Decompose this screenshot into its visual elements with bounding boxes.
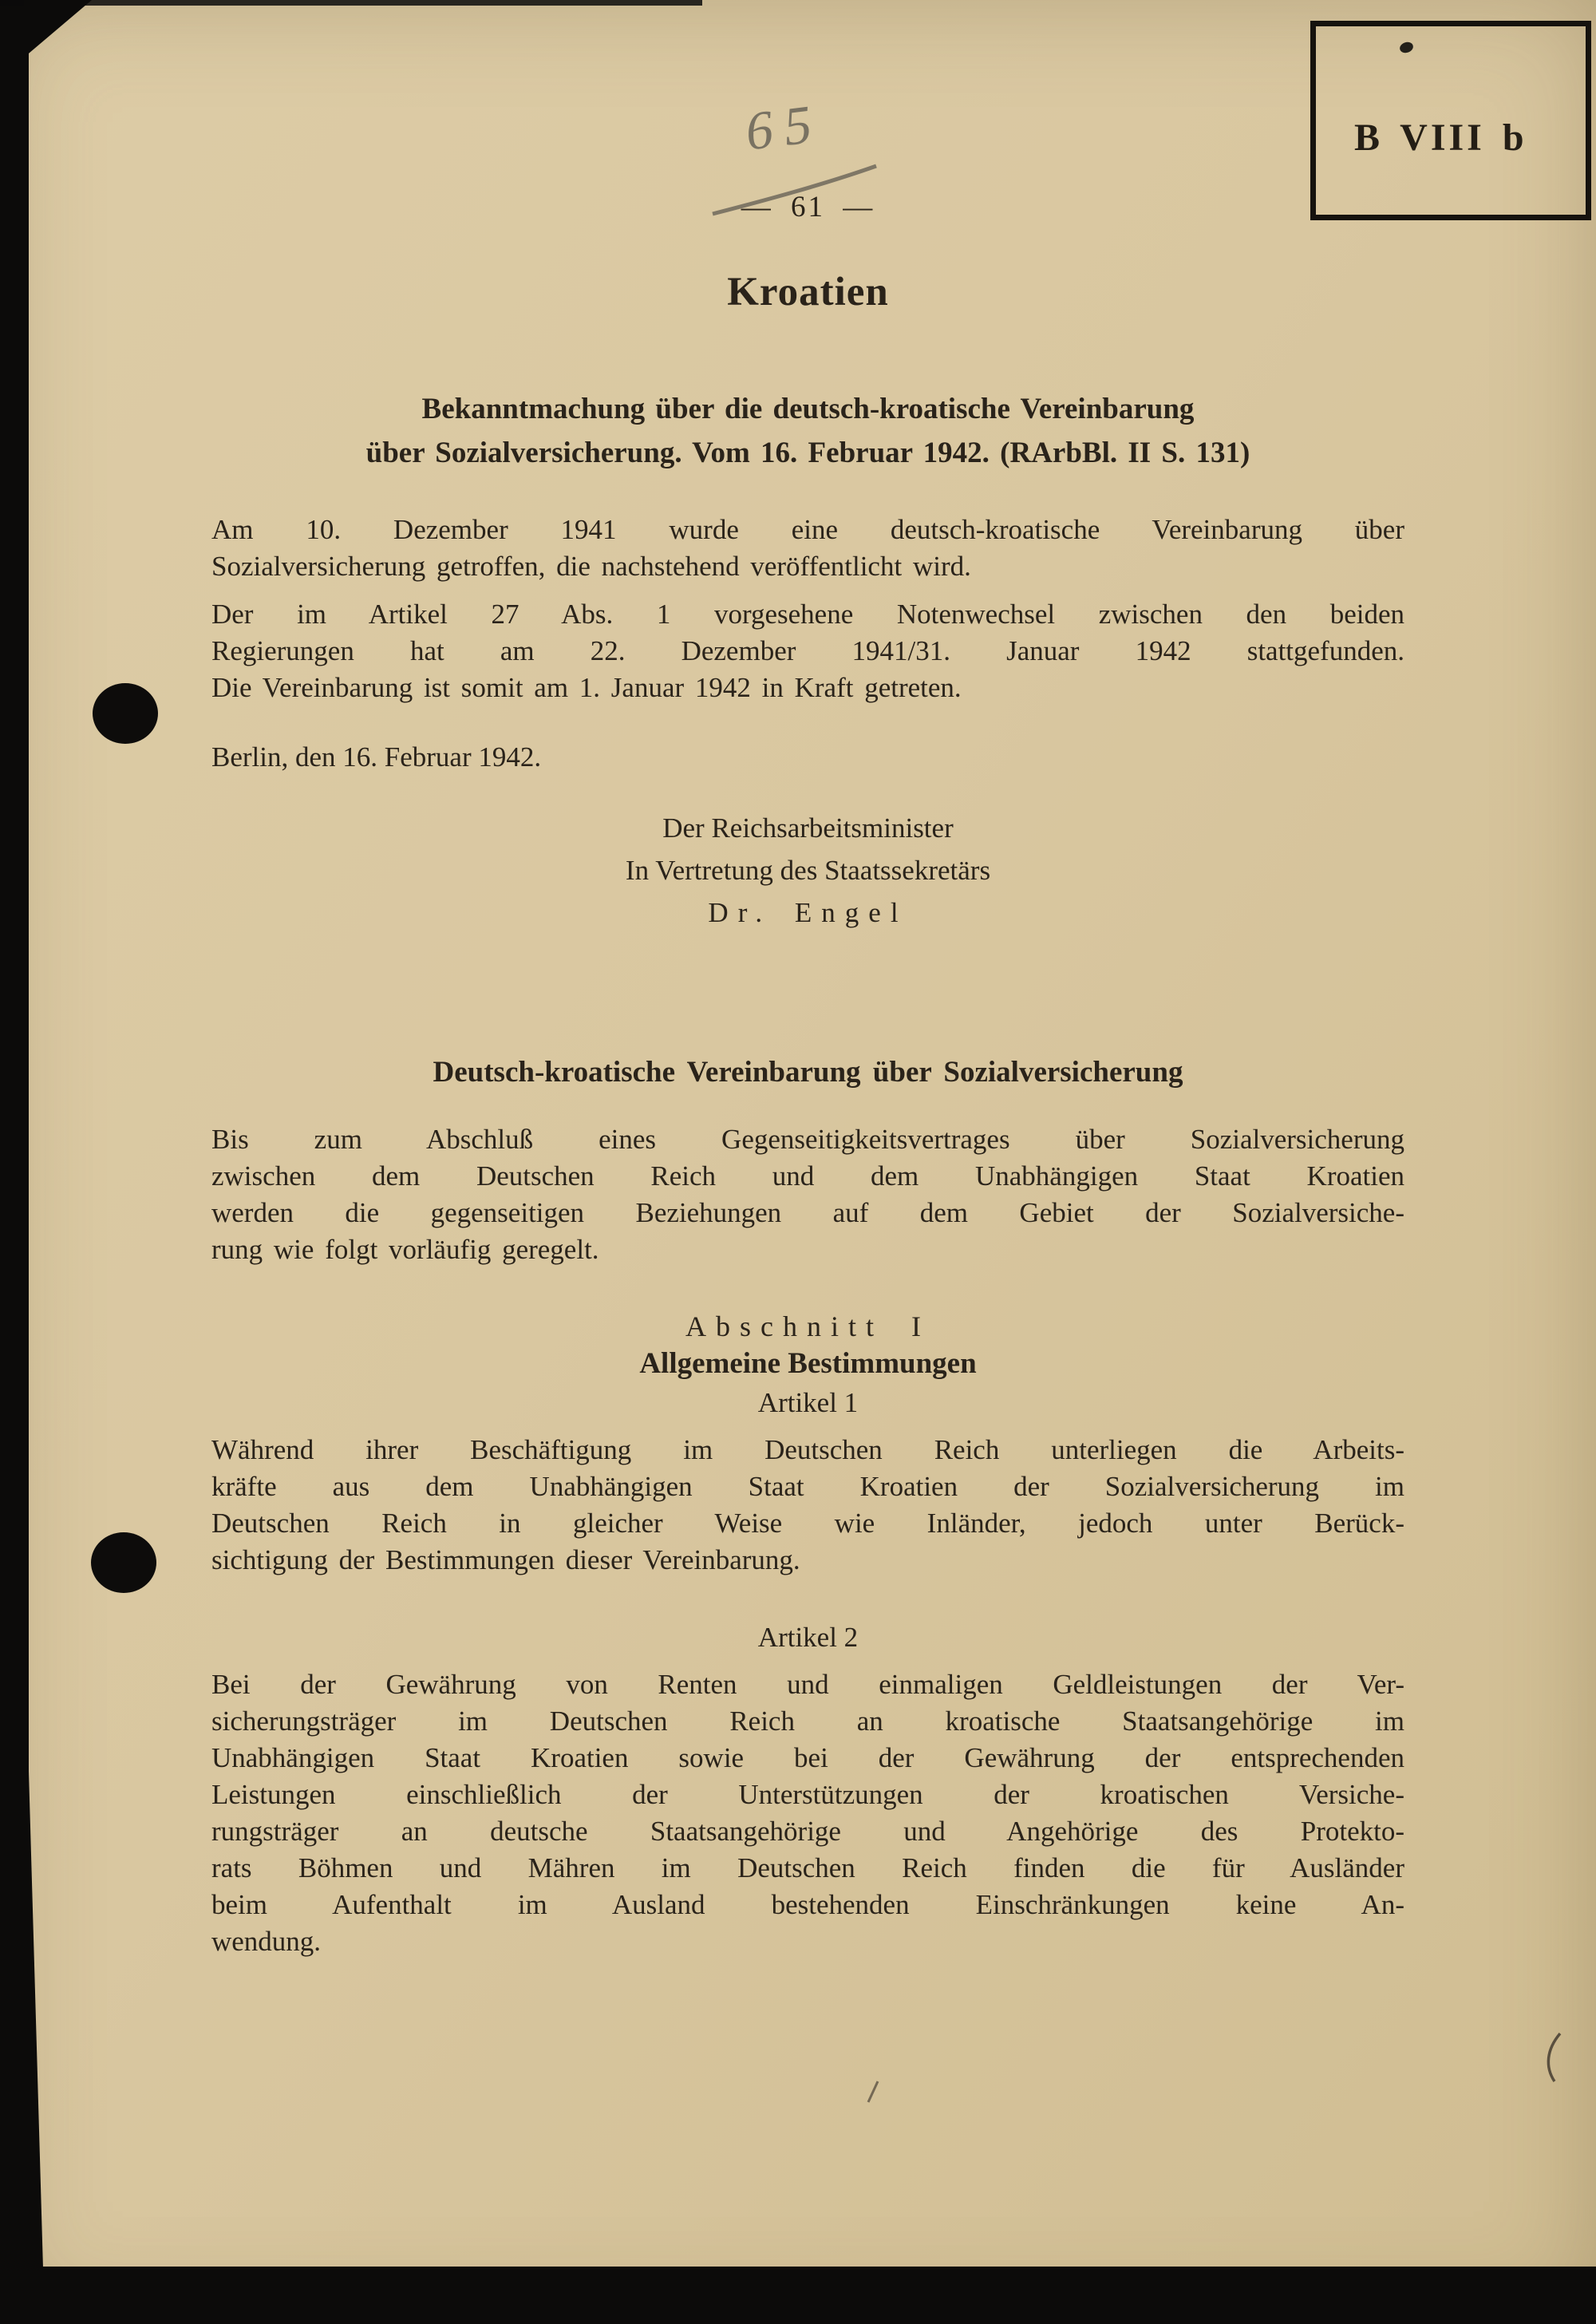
text-line: rungsträger an deutsche Staatsangehörige und Angehörige des Protekto- — [211, 1816, 1404, 1847]
text-line: zwischen dem Deutschen Reich und dem Unabhängigen Staat Kroatien — [211, 1160, 1404, 1192]
article-2-label: Artikel 2 — [757, 1622, 859, 1653]
text-line: kräfte aus dem Unabhängigen Staat Kroatien der Sozialversicherung im — [211, 1471, 1404, 1502]
hole-punch — [93, 683, 158, 744]
text-line: Regierungen hat am 22. Dezember 1941/31. Januar 1942 stattgefunden. — [211, 635, 1404, 666]
text-line: Bis zum Abschluß eines Gegenseitigkeitsvertrages über Sozialversicherung — [211, 1124, 1404, 1155]
text-line: sichtigung der Bestimmungen dieser Vereinbarung. — [211, 1544, 800, 1575]
text-line: beim Aufenthalt im Ausland bestehenden Einschränkungen keine An- — [211, 1889, 1404, 1920]
article-2-paragraph — [211, 1666, 1404, 1960]
section-label: Abschnitt I — [685, 1310, 930, 1342]
stamp-label: B VIII b — [1354, 117, 1527, 159]
agreement-heading: Deutsch-kroatische Vereinbarung über Sozialversicherung — [433, 1056, 1183, 1089]
article-1-label: Artikel 1 — [757, 1387, 859, 1418]
announcement-paragraph — [211, 596, 1404, 706]
page-title: Kroatien — [727, 270, 889, 314]
text-line: Unabhängigen Staat Kroatien sowie bei der Gewährung der entsprechenden — [211, 1742, 1404, 1773]
text-line: sicherungsträger im Deutschen Reich an kroatische Staatsangehörige im — [211, 1705, 1404, 1737]
hole-punch — [91, 1532, 156, 1593]
page-number: — 61 — — [741, 191, 875, 223]
dateline: Berlin, den 16. Februar 1942. — [211, 741, 542, 773]
text-line: rats Böhmen und Mähren im Deutschen Reich finden die für Ausländer — [211, 1852, 1404, 1883]
text-line: Leistungen einschließlich der Unterstützungen der kroatischen Versiche- — [211, 1779, 1404, 1810]
text-line: Deutschen Reich in gleicher Weise wie Inländer, jedoch unter Berück- — [211, 1508, 1404, 1539]
scan-edge-bottom — [0, 2267, 1596, 2324]
text-line: Der im Artikel 27 Abs. 1 vorgesehene Notenwechsel zwischen den beiden — [211, 599, 1404, 630]
announcement-paragraph — [211, 512, 1404, 585]
text-line: Die Vereinbarung ist somit am 1. Januar 1942 in Kraft getreten. — [211, 672, 962, 703]
text-line: wendung. — [211, 1926, 322, 1957]
handwritten-number: 65 — [745, 91, 824, 163]
page-content — [211, 0, 1404, 1960]
signature-block — [211, 807, 1404, 934]
signature-line: In Vertretung des Staatssekretärs — [625, 855, 991, 886]
text-line: Am 10. Dezember 1941 wurde eine deutsch-kroatische Vereinbarung über — [211, 514, 1404, 545]
article-1-paragraph — [211, 1432, 1404, 1579]
section-subtitle: Allgemeine Bestimmungen — [639, 1347, 977, 1380]
text-line: Sozialversicherung getroffen, die nachstehend veröffentlicht wird. — [211, 551, 971, 582]
text-line: rung wie folgt vorläufig geregelt. — [211, 1234, 599, 1265]
signature-name: Dr. Engel — [708, 897, 908, 928]
announcement-heading — [211, 387, 1404, 475]
announcement-heading-line: Bekanntmachung über die deutsch-kroatische Vereinbarung — [421, 393, 1195, 425]
text-line: Während ihrer Beschäftigung im Deutschen Reich unterliegen die Arbeits- — [211, 1434, 1404, 1465]
announcement-heading-line: über Sozialversicherung. Vom 16. Februar 1942. (RArbBl. II S. 131) — [365, 437, 1250, 469]
text-line: Bei der Gewährung von Renten und einmaligen Geldleistungen der Ver- — [211, 1669, 1404, 1700]
text-line: werden die gegenseitigen Beziehungen auf dem Gebiet der Sozialversiche- — [211, 1197, 1404, 1228]
signature-line: Der Reichsarbeitsminister — [662, 812, 954, 844]
scan-corner-top-left — [24, 0, 92, 57]
agreement-intro-paragraph — [211, 1121, 1404, 1268]
